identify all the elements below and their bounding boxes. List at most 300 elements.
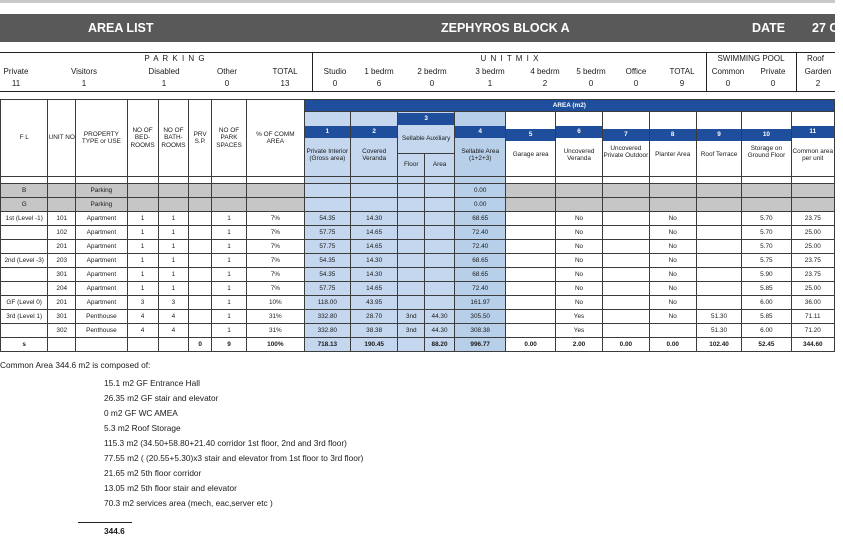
area-m2-label: AREA (m2): [304, 100, 834, 112]
table-cell: [603, 254, 649, 268]
summary-value: 0: [633, 79, 639, 88]
table-cell: 102: [48, 226, 76, 240]
table-cell: 996.77: [454, 338, 505, 352]
top-rule: [0, 0, 835, 3]
table-cell: 14.30: [351, 254, 398, 268]
table-cell: [425, 184, 455, 198]
table-cell: 7%: [247, 268, 305, 282]
table-cell: [649, 184, 696, 198]
col-common-pct: % OF COMM AREA: [247, 100, 305, 177]
summary-label: Studio: [323, 67, 347, 76]
table-row: [1, 282, 835, 296]
table-cell: 5.85: [742, 310, 791, 324]
summary-label: Common: [711, 67, 745, 76]
summary-value: 2: [542, 79, 548, 88]
col-sellable-area: 4 Sellable Area (1+2+3): [454, 112, 505, 177]
table-cell: [398, 226, 425, 240]
table-cell: [696, 296, 741, 310]
table-cell: [189, 296, 212, 310]
table-cell: [304, 184, 350, 198]
table-cell: 51.30: [696, 310, 741, 324]
summary-label: Other: [216, 67, 237, 76]
table-cell: 3: [158, 296, 189, 310]
area-col-number: 2: [351, 126, 397, 138]
summary-value: 1: [161, 79, 167, 88]
summary-label: Disabled: [148, 67, 180, 76]
table-cell: [76, 338, 127, 352]
table-cell: [696, 226, 741, 240]
table-cell: [506, 184, 555, 198]
table-cell: [742, 184, 791, 198]
area-col-number: 11: [792, 126, 834, 138]
table-cell: 5.90: [742, 268, 791, 282]
table-cell: 4: [158, 310, 189, 324]
table-cell: 1: [212, 310, 247, 324]
summary-value: 1: [81, 79, 87, 88]
table-cell: 28.70: [351, 310, 398, 324]
table-cell: No: [649, 212, 696, 226]
summary-value: 1: [487, 79, 493, 88]
summary-value: 0: [332, 79, 338, 88]
table-cell: 1: [158, 254, 189, 268]
table-cell: 5.75: [742, 254, 791, 268]
table-cell: 6.00: [742, 296, 791, 310]
table-cell: No: [649, 254, 696, 268]
table-cell: 5.70: [742, 212, 791, 226]
summary-value: 6: [376, 79, 382, 88]
col-garage-area: 5 Garage area: [506, 112, 555, 177]
table-cell: 204: [48, 282, 76, 296]
table-cell: [398, 198, 425, 212]
table-row: [1, 212, 835, 226]
table-cell: No: [555, 212, 602, 226]
col-park-spaces: NO OF PARK SPACES: [212, 100, 247, 177]
area-table: [0, 99, 835, 352]
date-label: DATE: [752, 21, 786, 35]
table-cell: 54.35: [304, 254, 350, 268]
table-cell: [127, 338, 158, 352]
area-col-number: 7: [603, 129, 648, 141]
table-cell: [649, 198, 696, 212]
table-cell: [398, 282, 425, 296]
table-cell: 3rd (Level 1): [1, 310, 48, 324]
table-cell: 1: [127, 268, 158, 282]
col-uncovered-veranda: 6 Uncovered Veranda: [555, 112, 602, 177]
table-cell: 4: [127, 324, 158, 338]
notes-line: 0 m2 GF WC AMEA: [104, 408, 178, 418]
summary-label: Private: [3, 67, 29, 76]
notes-line: 26.35 m2 GF stair and elevator: [104, 393, 219, 403]
summary-value: 9: [679, 79, 685, 88]
table-cell: 305.50: [454, 310, 505, 324]
table-cell: 1: [158, 268, 189, 282]
col-planter-area: 8 Planter Area: [649, 112, 696, 177]
area-col-number: 3: [398, 113, 454, 125]
table-cell: [127, 198, 158, 212]
table-cell: 72.40: [454, 226, 505, 240]
table-cell: [189, 184, 212, 198]
table-cell: [696, 212, 741, 226]
table-cell: [189, 268, 212, 282]
table-cell: Apartment: [76, 296, 127, 310]
notes-line: 13.05 m2 5th floor stair and elevator: [104, 483, 237, 493]
table-cell: 57.75: [304, 282, 350, 296]
table-cell: [351, 184, 398, 198]
summary-value: 13: [280, 79, 290, 88]
col-sellable-auxiliary: 3 Sellable Auxiliary Floor Area: [398, 112, 455, 177]
table-cell: 7%: [247, 240, 305, 254]
notes-line: 21.65 m2 5th floor corridor: [104, 468, 202, 478]
table-cell: 344.60: [791, 338, 834, 352]
table-cell: [398, 240, 425, 254]
summary-label: TOTAL: [669, 67, 695, 76]
table-cell: 301: [48, 268, 76, 282]
table-cell: 1: [212, 226, 247, 240]
table-cell: GF (Level 0): [1, 296, 48, 310]
table-cell: [158, 184, 189, 198]
table-cell: 308.38: [454, 324, 505, 338]
summary-value: 0: [588, 79, 594, 88]
table-cell: [506, 198, 555, 212]
col-aux-floor: Floor: [398, 154, 425, 176]
table-cell: [189, 212, 212, 226]
table-cell: [425, 212, 455, 226]
table-cell: [742, 198, 791, 212]
table-cell: 102.40: [696, 338, 741, 352]
table-cell: 52.45: [742, 338, 791, 352]
table-cell: [425, 254, 455, 268]
table-cell: 1: [158, 282, 189, 296]
total-row: [1, 338, 835, 352]
table-cell: 23.75: [791, 254, 834, 268]
table-cell: 25.00: [791, 240, 834, 254]
notes-title: Common Area 344.6 m2 is composed of:: [0, 360, 151, 370]
table-cell: 14.30: [351, 212, 398, 226]
area-col-number: 6: [556, 126, 602, 138]
table-cell: No: [649, 226, 696, 240]
notes-line: 77.55 m2 ( (20.55+5.30)x3 stair and elevator from 1st floor to 3rd floor): [104, 453, 364, 463]
table-cell: Apartment: [76, 254, 127, 268]
table-cell: 72.40: [454, 240, 505, 254]
table-cell: [791, 198, 834, 212]
page-title: AREA LIST: [88, 21, 154, 35]
summary-value: 0: [725, 79, 731, 88]
table-cell: 4: [127, 310, 158, 324]
table-cell: [398, 254, 425, 268]
table-cell: Penthouse: [76, 310, 127, 324]
table-cell: 3: [127, 296, 158, 310]
table-cell: 10%: [247, 296, 305, 310]
table-cell: [158, 338, 189, 352]
notes-line: 15.1 m2 GF Entrance Hall: [104, 378, 200, 388]
col-bathrooms: NO OF BATH-ROOMS: [158, 100, 189, 177]
col-common-per-unit: 11 Common area per unit: [791, 112, 834, 177]
table-cell: [189, 282, 212, 296]
summary-label: TOTAL: [272, 67, 298, 76]
col-private-interior: 1 Private Interior (Gross area): [304, 112, 350, 177]
table-cell: 100%: [247, 338, 305, 352]
summary-label: Visitors: [70, 67, 98, 76]
table-cell: [555, 184, 602, 198]
table-cell: [506, 268, 555, 282]
table-cell: [555, 198, 602, 212]
table-cell: [603, 212, 649, 226]
table-cell: 57.75: [304, 240, 350, 254]
table-cell: [158, 198, 189, 212]
table-cell: [1, 240, 48, 254]
table-cell: 5.70: [742, 240, 791, 254]
summary-label: 2 bedrm: [417, 67, 447, 76]
table-cell: Penthouse: [76, 324, 127, 338]
table-cell: No: [649, 310, 696, 324]
table-cell: [506, 226, 555, 240]
table-cell: 7%: [247, 282, 305, 296]
table-cell: 14.65: [351, 282, 398, 296]
summary-label: 4 bedrm: [530, 67, 560, 76]
table-cell: [398, 212, 425, 226]
table-cell: 1: [158, 212, 189, 226]
col-covered-veranda: 2 Covered Veranda: [351, 112, 398, 177]
table-cell: 3nd: [398, 324, 425, 338]
table-row: [1, 324, 835, 338]
table-cell: 0.00: [649, 338, 696, 352]
table-cell: 38.38: [351, 324, 398, 338]
table-cell: 7%: [247, 226, 305, 240]
table-cell: [696, 282, 741, 296]
table-cell: [603, 240, 649, 254]
table-cell: [506, 212, 555, 226]
table-cell: [1, 324, 48, 338]
table-cell: Parking: [76, 198, 127, 212]
notes-line: 115.3 m2 (34.50+58.80+21.40 corridor 1st floor, 2nd and 3rd floor): [104, 438, 347, 448]
table-row: [1, 296, 835, 310]
table-cell: [603, 226, 649, 240]
table-cell: [506, 240, 555, 254]
table-cell: 3nd: [398, 310, 425, 324]
table-cell: Apartment: [76, 268, 127, 282]
table-cell: 190.45: [351, 338, 398, 352]
table-cell: 118.00: [304, 296, 350, 310]
table-cell: Yes: [555, 324, 602, 338]
summary-label: 1 bedrm: [364, 67, 394, 76]
table-cell: [189, 324, 212, 338]
table-cell: 23.75: [791, 212, 834, 226]
table-cell: [603, 296, 649, 310]
table-cell: [791, 184, 834, 198]
table-cell: Apartment: [76, 212, 127, 226]
summary-label: Private: [760, 67, 786, 76]
sum-rule: [78, 522, 132, 523]
project-name: ZEPHYROS BLOCK A: [441, 21, 570, 35]
table-cell: [48, 198, 76, 212]
table-cell: 43.95: [351, 296, 398, 310]
summary-label: 3 bedrm: [475, 67, 505, 76]
table-cell: No: [555, 254, 602, 268]
table-cell: [425, 240, 455, 254]
table-cell: [603, 268, 649, 282]
table-cell: Yes: [555, 310, 602, 324]
table-cell: No: [555, 296, 602, 310]
parking-group-label: P A R K I N G: [144, 54, 206, 63]
table-cell: [696, 198, 741, 212]
table-cell: 68.65: [454, 254, 505, 268]
table-cell: 2nd (Level -3): [1, 254, 48, 268]
table-cell: [189, 240, 212, 254]
table-cell: No: [555, 282, 602, 296]
table-row: [1, 268, 835, 282]
table-row: [1, 310, 835, 324]
col-uncovered-outdoor: 7 Uncovered Private Outdoor: [603, 112, 649, 177]
summary-value: 0: [770, 79, 776, 88]
table-cell: [603, 310, 649, 324]
col-unit-no: UNIT NO: [48, 100, 76, 177]
table-cell: 44.30: [425, 324, 455, 338]
table-cell: 71.20: [791, 324, 834, 338]
table-cell: 1: [158, 226, 189, 240]
table-cell: [1, 226, 48, 240]
table-cell: 7%: [247, 212, 305, 226]
table-cell: 36.00: [791, 296, 834, 310]
table-cell: [398, 184, 425, 198]
table-cell: [1, 282, 48, 296]
table-cell: 301: [48, 310, 76, 324]
table-cell: 23.75: [791, 268, 834, 282]
table-cell: 44.30: [425, 310, 455, 324]
area-col-number: 9: [697, 129, 741, 141]
summary-value: 11: [11, 79, 21, 88]
table-cell: No: [555, 226, 602, 240]
summary-label: Office: [625, 67, 647, 76]
table-cell: Apartment: [76, 240, 127, 254]
table-cell: 201: [48, 296, 76, 310]
table-cell: 1: [127, 282, 158, 296]
table-cell: [696, 254, 741, 268]
col-roof-terrace: 9 Roof Terrace: [696, 112, 741, 177]
summary-value: 0: [224, 79, 230, 88]
table-cell: [127, 184, 158, 198]
table-cell: No: [555, 268, 602, 282]
table-cell: 718.13: [304, 338, 350, 352]
table-cell: 25.00: [791, 226, 834, 240]
table-cell: 332.80: [304, 310, 350, 324]
table-cell: 201: [48, 240, 76, 254]
table-cell: [351, 198, 398, 212]
table-cell: 1: [158, 240, 189, 254]
table-cell: [425, 226, 455, 240]
table-row: [1, 254, 835, 268]
table-cell: 1: [212, 268, 247, 282]
notes-sum: 344.6: [104, 526, 125, 536]
area-col-number: 10: [742, 129, 790, 141]
table-cell: 14.65: [351, 240, 398, 254]
table-cell: 1: [127, 240, 158, 254]
table-cell: 71.11: [791, 310, 834, 324]
table-cell: G: [1, 198, 48, 212]
table-cell: [425, 296, 455, 310]
table-cell: [603, 184, 649, 198]
summary-label: Garden: [804, 67, 832, 76]
table-cell: [506, 296, 555, 310]
table-cell: 68.65: [454, 268, 505, 282]
table-cell: [48, 184, 76, 198]
unit-mix-group-label: U N I T M I X: [480, 54, 540, 63]
table-cell: [696, 268, 741, 282]
summary-value: 0: [429, 79, 435, 88]
table-cell: [398, 338, 425, 352]
table-cell: [696, 240, 741, 254]
area-col-number: 4: [455, 126, 505, 138]
table-cell: 14.30: [351, 268, 398, 282]
table-cell: 1: [212, 254, 247, 268]
table-cell: 1: [127, 254, 158, 268]
table-cell: 57.75: [304, 226, 350, 240]
table-cell: [189, 310, 212, 324]
table-cell: 2.00: [555, 338, 602, 352]
table-cell: 1: [127, 212, 158, 226]
table-cell: [425, 268, 455, 282]
table-cell: 6.00: [742, 324, 791, 338]
table-cell: 1: [212, 324, 247, 338]
table-cell: [212, 198, 247, 212]
table-cell: [398, 268, 425, 282]
table-cell: s: [1, 338, 48, 352]
table-cell: B: [1, 184, 48, 198]
table-cell: 1st (Level -1): [1, 212, 48, 226]
table-cell: [506, 282, 555, 296]
table-cell: [696, 184, 741, 198]
table-cell: 0.00: [454, 184, 505, 198]
table-cell: 54.35: [304, 212, 350, 226]
table-cell: 0.00: [603, 338, 649, 352]
table-cell: 203: [48, 254, 76, 268]
area-col-number: 1: [305, 126, 350, 138]
table-cell: Parking: [76, 184, 127, 198]
table-cell: 54.35: [304, 268, 350, 282]
table-cell: No: [649, 240, 696, 254]
table-cell: 1: [212, 296, 247, 310]
table-cell: 0: [189, 338, 212, 352]
table-cell: No: [649, 282, 696, 296]
table-cell: [506, 254, 555, 268]
table-cell: [48, 338, 76, 352]
parking-row: [1, 198, 835, 212]
table-cell: [304, 198, 350, 212]
table-row: [1, 226, 835, 240]
table-cell: 25.00: [791, 282, 834, 296]
table-cell: 1: [212, 240, 247, 254]
table-cell: 1: [127, 226, 158, 240]
table-cell: 88.20: [425, 338, 455, 352]
table-cell: [247, 198, 305, 212]
table-cell: [603, 198, 649, 212]
table-cell: 31%: [247, 324, 305, 338]
table-cell: No: [649, 268, 696, 282]
table-cell: No: [555, 240, 602, 254]
table-cell: [189, 198, 212, 212]
roof-group-label: Roof: [807, 54, 824, 63]
table-cell: Apartment: [76, 282, 127, 296]
table-cell: [506, 324, 555, 338]
table-cell: 332.80: [304, 324, 350, 338]
col-prv-sp: PRV S.P.: [189, 100, 212, 177]
table-cell: [603, 282, 649, 296]
table-cell: 302: [48, 324, 76, 338]
area-col-number: 5: [506, 129, 554, 141]
date-value: 27 C: [812, 21, 839, 35]
notes-line: 70.3 m2 services area (mech, eac,server etc ): [104, 498, 273, 508]
col-aux-area: Area: [432, 160, 447, 168]
table-cell: 9: [212, 338, 247, 352]
